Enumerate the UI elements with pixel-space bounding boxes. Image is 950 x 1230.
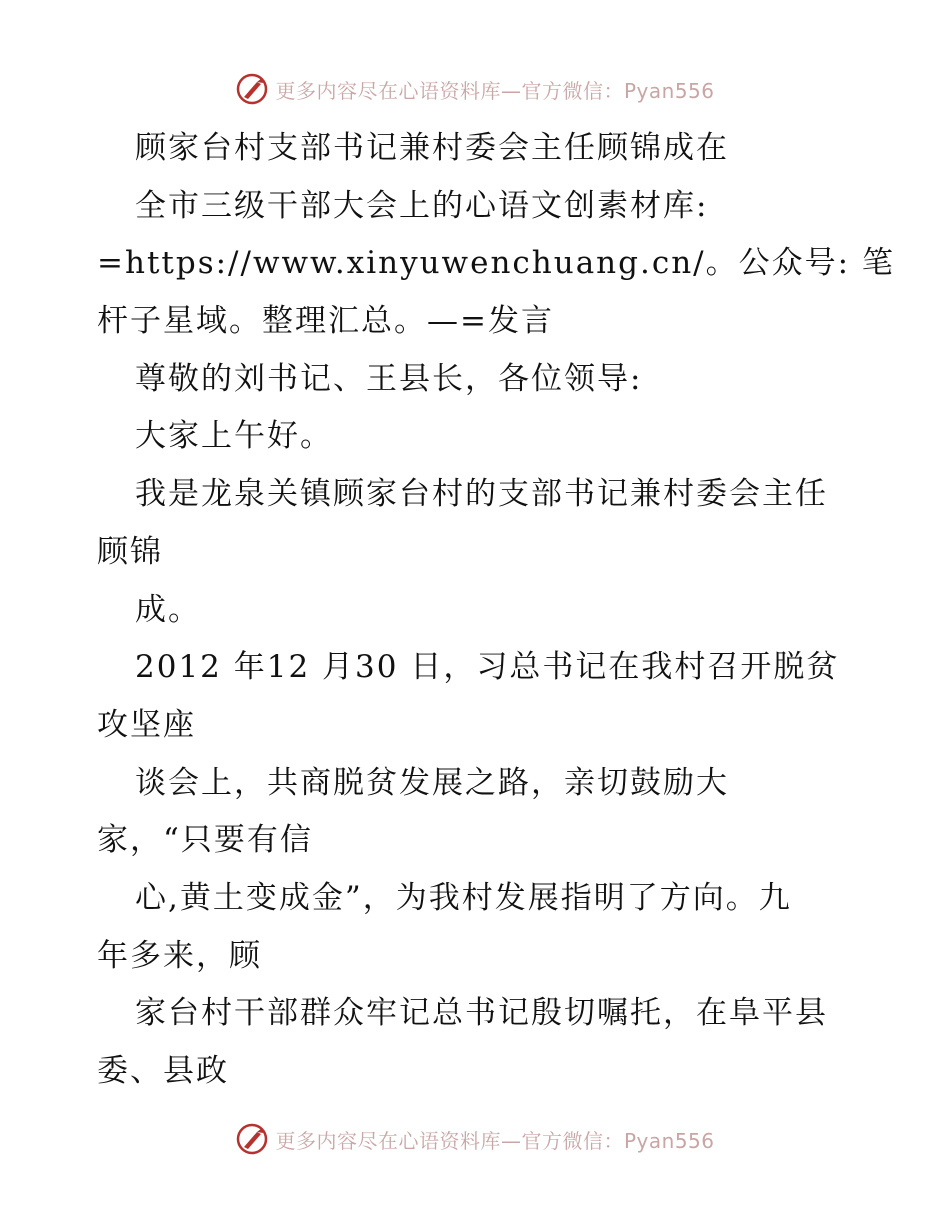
text-line: 全市三级干部大会上的心语文创素材库: [135,187,709,224]
text-line: 顾家台村支部书记兼村委会主任顾锦成在 [135,130,729,166]
wechat-id: Pyan556 [623,1128,715,1153]
quill-pen-logo-icon [235,1122,269,1156]
text-line: 顾锦 [97,533,163,570]
header-banner [0,72,950,106]
text-line: 家，“只要有信 [97,822,313,859]
text-line: 攻坚座 [97,706,196,743]
text-line: 2012 年12 月30 日，习总书记在我村召开脱贫 [135,649,840,686]
text-line: 心,黄土变成金”，为我村发展指明了方向。九 [135,879,792,916]
banner-text [275,75,714,104]
banner-caption: 更多内容尽在心语资料库—官方微信： [275,78,624,103]
text-line: 谈会上，共商脱贫发展之路，亲切鼓励大 [135,764,729,801]
wechat-id: Pyan556 [623,78,715,103]
quill-pen-logo-icon [235,72,269,106]
footer-banner [0,1122,950,1156]
banner-caption: 更多内容尽在心语资料库—官方微信： [275,1128,624,1153]
document-body [97,120,895,1101]
text-line: 尊敬的刘书记、王县长，各位领导: [135,360,643,397]
text-line: 年多来，顾 [97,937,262,974]
banner-text [275,1125,714,1154]
text-line: 成。 [135,591,201,628]
text-line: 家台村干部群众牢记总书记殷切嘱托，在阜平县 [135,995,828,1032]
text-line: 委、县政 [97,1053,229,1089]
text-line: =https://www.xinyuwenchuang.cn/。公众号: 笔 [97,245,895,282]
text-line: 我是龙泉关镇顾家台村的支部书记兼村委会主任 [135,476,828,513]
text-line: 大家上午好。 [135,418,333,455]
text-line: 杆子星域。整理汇总。—=发言 [97,303,554,340]
